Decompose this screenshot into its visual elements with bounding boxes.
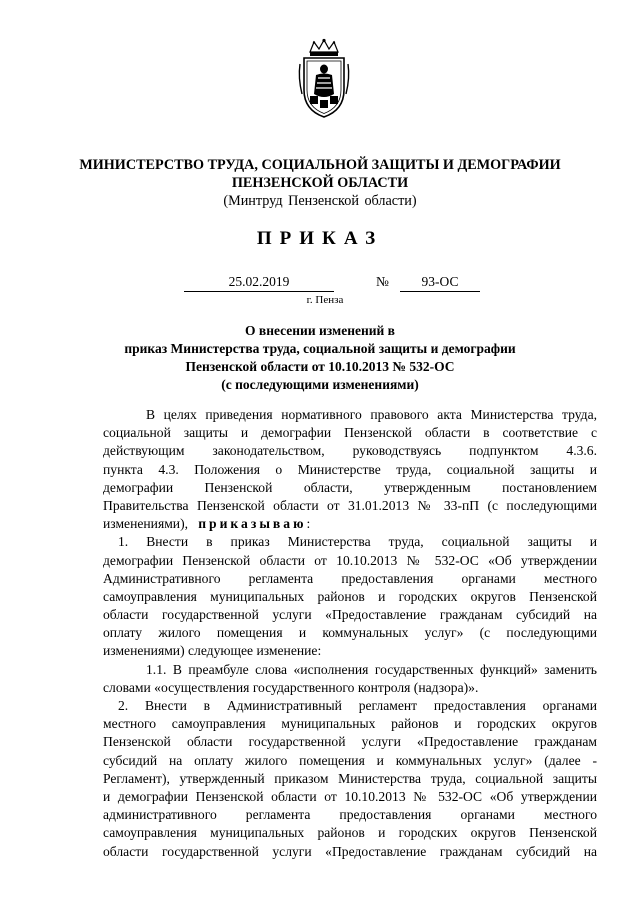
body-line: социальной защиты и демографии Пензенской области в соответствие с: [103, 425, 597, 441]
penza-coat-of-arms-icon: [296, 38, 352, 120]
body-line: 2. Внести в Административный регламент предоставления органами: [118, 698, 597, 713]
document-city: г. Пенза: [306, 294, 344, 306]
organization-name-line2: ПЕНЗЕНСКОЙ ОБЛАСТИ: [231, 175, 409, 191]
body-line: Пензенской области государственной услуги «Предоставление гражданам: [103, 734, 597, 750]
document-type-title: ПРИКАЗ: [256, 228, 384, 249]
number-sign: №: [376, 274, 389, 289]
body-line: Административного регламента предоставления органами местного: [103, 570, 597, 586]
body-line: изменениями) следующее изменение:: [103, 643, 322, 659]
subject-line: (с последующими изменениями): [221, 377, 419, 392]
body-line: Регламент), утвержденный приказом Министерства труда, социальной защиты: [103, 770, 597, 786]
body-line: [103, 515, 597, 533]
body-line: и демографии Пензенской области от 10.10.2013 № 532-ОС «Об утверждении: [103, 788, 597, 804]
body-line: субсидий на оплату жилого помещения и коммунальных услуг» (далее -: [103, 752, 597, 768]
body-line: действующим законодательством, руководствуясь подпунктом 4.3.6.: [103, 443, 597, 459]
body-line: административного регламента предоставления органами местного: [103, 807, 597, 823]
body-line: области государственной услуги «Предоставление гражданам субсидий на: [103, 607, 597, 623]
body-line: самоуправления муниципальных районов и городских округов Пензенской: [103, 825, 597, 841]
body-line: пункта 4.3. Положения о Министерстве труда, социальной защиты и: [103, 461, 597, 477]
body-line: демографии Пензенской области от 10.10.2013 № 532-ОС «Об утверждении: [103, 552, 597, 568]
organization-short-name: (Минтруд Пензенской области): [223, 193, 417, 209]
document-date: 25.02.2019: [184, 273, 334, 292]
subject-line: Пензенской области от 10.10.2013 № 532-ОС: [185, 359, 455, 374]
organization-name-line1: МИНИСТЕРСТВО ТРУДА, СОЦИАЛЬНОЙ ЗАЩИТЫ И ДЕМОГРАФИИ: [79, 157, 561, 173]
body-text-fragment: изменениями),: [103, 516, 199, 532]
body-line: Правительства Пензенской области от 31.01.2013 № 33-пП (с последующими: [103, 497, 597, 513]
body-line: 1.1. В преамбуле слова «исполнения государственных функций» заменить: [146, 661, 597, 677]
order-keyword: приказываю: [198, 516, 307, 532]
body-line: 1. Внести в приказ Министерства труда, социальной защиты и: [118, 534, 597, 550]
document-number: 93-ОС: [400, 273, 480, 292]
body-line: В целях приведения нормативного правового акта Министерства труда,: [146, 407, 597, 422]
body-line: оплату жилого помещения и коммунальных услуг» (с последующими: [103, 625, 597, 641]
subject-line: приказ Министерства труда, социальной защиты и демографии: [124, 341, 516, 356]
document-body: [103, 406, 597, 861]
body-text-fragment: :: [306, 516, 311, 532]
body-line: словами «осуществления государственного контроля (надзора)».: [103, 679, 479, 695]
body-line: местного самоуправления муниципальных районов и городских округов: [103, 716, 597, 732]
body-line: демографии Пензенской области, утвержденным постановлением: [103, 479, 597, 495]
body-line: самоуправления муниципальных районов и городских округов Пензенской: [103, 588, 597, 604]
body-line: области государственной услуги «Предоставление гражданам субсидий на: [103, 843, 597, 859]
subject-line: О внесении изменений в: [245, 323, 395, 338]
